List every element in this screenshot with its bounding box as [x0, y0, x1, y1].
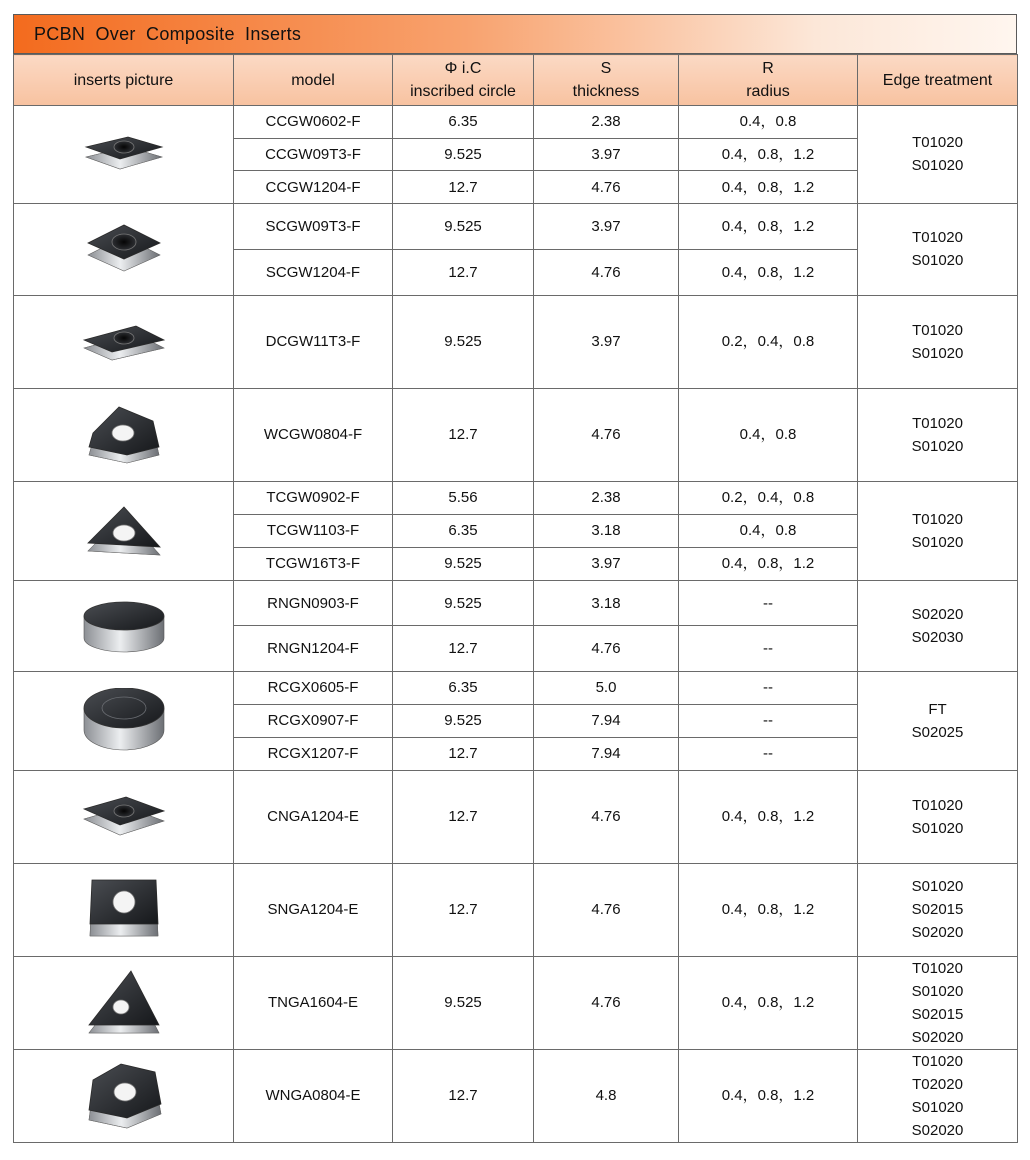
- edge-treatment-code: S02015: [911, 1005, 964, 1023]
- table-row: [14, 863, 1018, 956]
- header-s-symbol: S: [600, 60, 612, 77]
- radius-cell: 0.2，0.4，0.8: [679, 481, 858, 514]
- thickness-cell: 4.76: [534, 863, 679, 956]
- radius-cell: 0.4，0.8，1.2: [679, 770, 858, 863]
- thickness-cell: 2.38: [534, 106, 679, 139]
- edge-treatment-code: S01020: [911, 1098, 964, 1116]
- model-cell: TNGA1604-E: [234, 956, 393, 1049]
- model-cell: RNGN1204-F: [234, 626, 393, 672]
- table-row: [14, 481, 1018, 514]
- radius-cell: 0.4，0.8，1.2: [679, 1049, 858, 1142]
- edge-treatment-code: S02020: [911, 605, 964, 623]
- thickness-cell: 2.38: [534, 481, 679, 514]
- insert-picture-cell: [14, 481, 234, 580]
- edge-treatment-code: S01020: [911, 982, 964, 1000]
- inscribed-circle-cell: 6.35: [393, 514, 534, 547]
- model-cell: RNGN0903-F: [234, 580, 393, 626]
- table-row: [14, 388, 1018, 481]
- radius-cell: 0.4，0.8，1.2: [679, 249, 858, 295]
- inscribed-circle-cell: 12.7: [393, 1049, 534, 1142]
- edge-treatment-code: T01020: [912, 321, 963, 339]
- header-radius: [679, 55, 858, 106]
- rhombic-55-insert-icon: [14, 322, 233, 362]
- inscribed-circle-cell: 6.35: [393, 106, 534, 139]
- rhombic-80-insert-icon: [14, 133, 233, 175]
- edge-treatment-code: T01020: [912, 510, 963, 528]
- thickness-cell: 3.97: [534, 547, 679, 580]
- insert-picture-cell: [14, 770, 234, 863]
- thickness-cell: 7.94: [534, 704, 679, 737]
- model-cell: RCGX0605-F: [234, 671, 393, 704]
- edge-treatment-cell: [858, 1049, 1018, 1142]
- model-cell: TCGW0902-F: [234, 481, 393, 514]
- header-picture: inserts picture: [14, 55, 234, 106]
- edge-treatment-code: T01020: [912, 796, 963, 814]
- edge-treatment-code: T01020: [912, 959, 963, 977]
- model-cell: SCGW09T3-F: [234, 203, 393, 249]
- inscribed-circle-cell: 9.525: [393, 203, 534, 249]
- table-row: [14, 1049, 1018, 1142]
- rhombic-80-negative-insert-icon: [14, 793, 233, 841]
- header-row: [14, 55, 1018, 106]
- inscribed-circle-cell: 9.525: [393, 295, 534, 388]
- model-cell: SCGW1204-F: [234, 249, 393, 295]
- edge-treatment-code: S01020: [911, 533, 964, 551]
- insert-picture-cell: [14, 203, 234, 295]
- inscribed-circle-cell: 12.7: [393, 388, 534, 481]
- inscribed-circle-cell: 12.7: [393, 626, 534, 672]
- edge-treatment-code: S01020: [911, 344, 964, 362]
- edge-treatment-cell: [858, 106, 1018, 204]
- model-cell: WCGW0804-F: [234, 388, 393, 481]
- thickness-cell: 4.76: [534, 956, 679, 1049]
- model-cell: WNGA0804-E: [234, 1049, 393, 1142]
- radius-cell: 0.4，0.8: [679, 514, 858, 547]
- radius-cell: 0.4，0.8，1.2: [679, 203, 858, 249]
- radius-cell: --: [679, 626, 858, 672]
- edge-treatment-cell: [858, 203, 1018, 295]
- edge-treatment-cell: [858, 481, 1018, 580]
- radius-cell: 0.4，0.8，1.2: [679, 956, 858, 1049]
- insert-picture-cell: [14, 863, 234, 956]
- model-cell: CCGW1204-F: [234, 171, 393, 204]
- table-row: [14, 580, 1018, 626]
- thickness-cell: 4.8: [534, 1049, 679, 1142]
- thickness-cell: 4.76: [534, 388, 679, 481]
- inscribed-circle-cell: 9.525: [393, 547, 534, 580]
- edge-treatment-code: S01020: [911, 878, 964, 896]
- edge-treatment-cell: [858, 956, 1018, 1049]
- radius-cell: 0.4，0.8，1.2: [679, 171, 858, 204]
- inscribed-circle-cell: 12.7: [393, 863, 534, 956]
- edge-treatment-code: FT: [928, 700, 947, 718]
- page-title: PCBN Over Composite Inserts: [34, 23, 302, 44]
- radius-cell: 0.4，0.8，1.2: [679, 547, 858, 580]
- insert-picture-cell: [14, 956, 234, 1049]
- table-row: [14, 203, 1018, 249]
- model-cell: SNGA1204-E: [234, 863, 393, 956]
- model-cell: CNGA1204-E: [234, 770, 393, 863]
- inscribed-circle-cell: 5.56: [393, 481, 534, 514]
- edge-treatment-cell: [858, 863, 1018, 956]
- thickness-cell: 4.76: [534, 626, 679, 672]
- edge-treatment-code: S01020: [911, 157, 964, 175]
- radius-cell: 0.4，0.8: [679, 106, 858, 139]
- edge-treatment-code: T01020: [912, 414, 963, 432]
- inscribed-circle-cell: 9.525: [393, 138, 534, 171]
- edge-treatment-cell: [858, 770, 1018, 863]
- model-cell: CCGW0602-F: [234, 106, 393, 139]
- inscribed-circle-cell: 12.7: [393, 171, 534, 204]
- radius-cell: --: [679, 671, 858, 704]
- inscribed-circle-cell: 12.7: [393, 249, 534, 295]
- round-insert-icon: [14, 596, 233, 656]
- insert-table: [13, 54, 1018, 1143]
- model-cell: CCGW09T3-F: [234, 138, 393, 171]
- round-positive-insert-icon: [14, 688, 233, 754]
- thickness-cell: 7.94: [534, 737, 679, 770]
- table-row: [14, 956, 1018, 1049]
- thickness-cell: 3.18: [534, 580, 679, 626]
- model-cell: TCGW1103-F: [234, 514, 393, 547]
- insert-picture-cell: [14, 106, 234, 204]
- edge-treatment-code: S02015: [911, 901, 964, 919]
- insert-picture-cell: [14, 580, 234, 671]
- edge-treatment-cell: [858, 388, 1018, 481]
- radius-cell: 0.4，0.8: [679, 388, 858, 481]
- header-model: model: [234, 55, 393, 106]
- insert-spec-sheet: [13, 14, 1017, 1143]
- edge-treatment-code: S01020: [911, 252, 964, 270]
- edge-treatment-code: T01020: [912, 134, 963, 152]
- inscribed-circle-cell: 6.35: [393, 671, 534, 704]
- radius-cell: --: [679, 580, 858, 626]
- edge-treatment-code: S02020: [911, 1028, 964, 1046]
- thickness-cell: 5.0: [534, 671, 679, 704]
- model-cell: RCGX1207-F: [234, 737, 393, 770]
- thickness-cell: 4.76: [534, 770, 679, 863]
- header-ic-label: inscribed circle: [410, 83, 516, 100]
- model-cell: RCGX0907-F: [234, 704, 393, 737]
- radius-cell: --: [679, 704, 858, 737]
- insert-picture-cell: [14, 671, 234, 770]
- edge-treatment-cell: [858, 580, 1018, 671]
- header-inscribed-circle: [393, 55, 534, 106]
- table-row: [14, 770, 1018, 863]
- thickness-cell: 4.76: [534, 249, 679, 295]
- edge-treatment-code: S02025: [911, 723, 964, 741]
- insert-picture-cell: [14, 388, 234, 481]
- edge-treatment-cell: [858, 295, 1018, 388]
- thickness-cell: 3.18: [534, 514, 679, 547]
- inscribed-circle-cell: 9.525: [393, 704, 534, 737]
- inscribed-circle-cell: 12.7: [393, 737, 534, 770]
- edge-treatment-code: S02020: [911, 924, 964, 942]
- inscribed-circle-cell: 12.7: [393, 770, 534, 863]
- radius-cell: 0.4，0.8，1.2: [679, 863, 858, 956]
- title-bar: [13, 14, 1017, 54]
- table-row: [14, 106, 1018, 139]
- radius-cell: --: [679, 737, 858, 770]
- inscribed-circle-cell: 9.525: [393, 580, 534, 626]
- thickness-cell: 3.97: [534, 138, 679, 171]
- trigon-insert-icon: [14, 403, 233, 467]
- square-insert-icon: [14, 221, 233, 277]
- radius-cell: 0.2，0.4，0.8: [679, 295, 858, 388]
- edge-treatment-code: T01020: [912, 229, 963, 247]
- edge-treatment-code: S02030: [911, 628, 964, 646]
- triangle-insert-icon: [14, 503, 233, 559]
- header-thickness: [534, 55, 679, 106]
- edge-treatment-code: S01020: [911, 819, 964, 837]
- header-ic-symbol: Φ i.C: [444, 60, 482, 77]
- thickness-cell: 3.97: [534, 203, 679, 249]
- thickness-cell: 4.76: [534, 171, 679, 204]
- insert-picture-cell: [14, 295, 234, 388]
- model-cell: DCGW11T3-F: [234, 295, 393, 388]
- radius-cell: 0.4，0.8，1.2: [679, 138, 858, 171]
- edge-treatment-code: S01020: [911, 437, 964, 455]
- table-row: [14, 295, 1018, 388]
- inscribed-circle-cell: 9.525: [393, 956, 534, 1049]
- table-row: [14, 671, 1018, 704]
- thickness-cell: 3.97: [534, 295, 679, 388]
- header-s-label: thickness: [572, 83, 640, 100]
- trigon-negative-insert-icon: [14, 1060, 233, 1132]
- header-edge-treatment: Edge treatment: [858, 55, 1018, 106]
- header-r-symbol: R: [762, 60, 774, 77]
- edge-treatment-code: T02020: [912, 1075, 963, 1093]
- edge-treatment-code: S02020: [911, 1121, 964, 1139]
- square-negative-insert-icon: [14, 874, 233, 946]
- triangle-negative-insert-icon: [14, 967, 233, 1039]
- edge-treatment-cell: [858, 671, 1018, 770]
- insert-picture-cell: [14, 1049, 234, 1142]
- header-r-label: radius: [746, 83, 790, 100]
- model-cell: TCGW16T3-F: [234, 547, 393, 580]
- edge-treatment-code: T01020: [912, 1052, 963, 1070]
